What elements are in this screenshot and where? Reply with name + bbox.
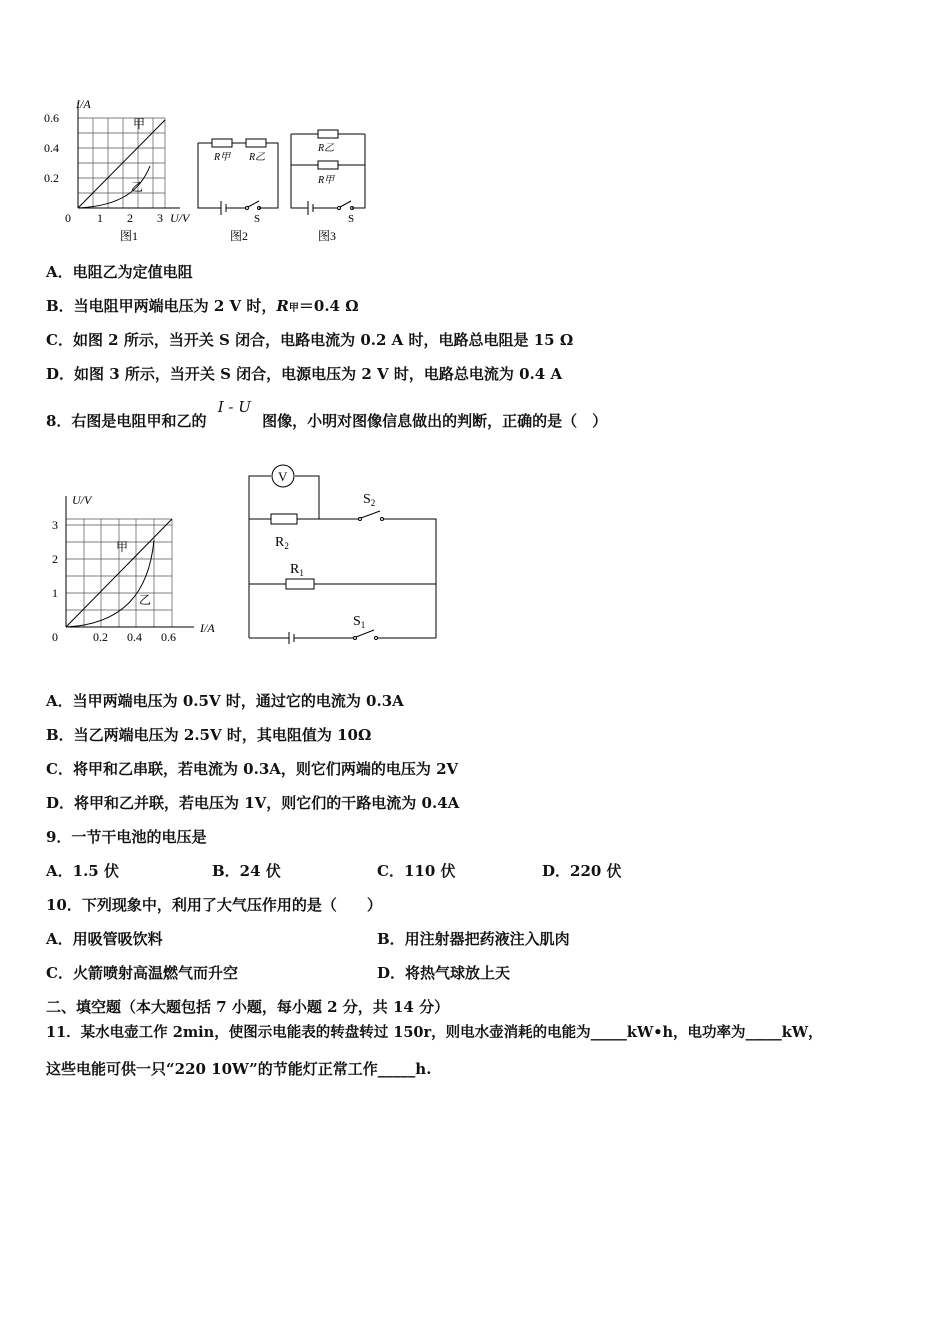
x-tick: 0 — [65, 211, 71, 225]
r2-symbol: R — [275, 535, 285, 550]
q8-stem-prefix: 8．右图是电阻甲和乙的 — [46, 412, 207, 430]
q7-option-b-text: B．当电阻甲两端电压为 2 V 时， — [46, 297, 277, 315]
q8-option-c: C．将甲和乙串联，若电流为 0.3A，则它们两端的电压为 2V — [46, 760, 459, 778]
curve-label-yi: 乙 — [131, 180, 144, 194]
q9-option-a: A．1.5 伏 — [46, 862, 119, 880]
q10-option-d: D．将热气球放上天 — [377, 964, 511, 982]
x-axis-label: I/A — [200, 621, 215, 635]
fig2-r-b: R乙 — [249, 152, 266, 163]
q8-graph — [52, 493, 215, 644]
y-axis-label: U/V — [72, 493, 92, 507]
fig2-r-a: R甲 — [214, 152, 231, 163]
x-tick: 3 — [157, 211, 163, 225]
q9-option-c: C．110 伏 — [377, 862, 456, 880]
q7-option-b-sub: 甲 — [288, 303, 299, 314]
q9-option-d: D．220 伏 — [542, 862, 622, 880]
q11-line-1: 11．某水电壶工作 2min，使图示电能表的转盘转过 150r，则电水壶消耗的电能为_____kW•h，电功率为_____kW， — [46, 1024, 823, 1041]
y-tick: 1 — [52, 586, 58, 600]
fig1-graph — [44, 97, 191, 243]
s2-sub: 2 — [370, 498, 376, 508]
y-tick: 2 — [52, 552, 58, 566]
q10-option-b: B．用注射器把药液注入肌肉 — [377, 930, 570, 948]
r1-sub: 1 — [299, 568, 304, 578]
figure-group-1 — [40, 96, 380, 246]
x-tick: 1 — [97, 211, 103, 225]
q8-option-d: D．将甲和乙并联，若电压为 1V，则它们的干路电流为 0.4A — [46, 794, 460, 812]
q8-formula: I - U — [217, 398, 251, 416]
q10-option-a: A．用吸管吸饮料 — [46, 930, 163, 948]
x-tick: 0.6 — [161, 630, 176, 644]
y-axis-label: I/A — [76, 97, 91, 111]
q8-option-b: B．当乙两端电压为 2.5V 时，其电阻值为 10Ω — [46, 726, 372, 744]
y-tick: 0.4 — [44, 141, 59, 155]
x-tick: 0.2 — [93, 630, 108, 644]
q8-circuit — [249, 465, 436, 644]
q7-option-b — [46, 295, 359, 316]
q8-stem — [46, 398, 608, 431]
s2-symbol: S — [363, 492, 371, 507]
x-tick: 0 — [52, 630, 58, 644]
q7-option-a: A．电阻乙为定值电阻 — [46, 263, 193, 281]
fig2-switch: S — [254, 213, 261, 225]
q8-option-a: A．当甲两端电压为 0.5V 时，通过它的电流为 0.3A — [46, 692, 404, 710]
s1-symbol: S — [353, 614, 361, 629]
curve-label-yi: 乙 — [139, 593, 152, 607]
s1-label — [353, 614, 365, 630]
q7-option-b-value: ＝0.4 Ω — [298, 297, 359, 315]
x-axis-label: U/V — [170, 211, 190, 225]
q10-option-c: C．火箭喷射高温燃气而升空 — [46, 964, 238, 982]
q11-line-2: 这些电能可供一只“220 10W”的节能灯正常工作_____h. — [46, 1060, 432, 1078]
r2-label — [275, 535, 289, 551]
y-tick: 0.2 — [44, 171, 59, 185]
x-tick: 0.4 — [127, 630, 142, 644]
y-tick: 3 — [52, 518, 58, 532]
s1-sub: 1 — [360, 620, 366, 630]
fig2-circuit — [198, 139, 278, 215]
fig3-r-a: R甲 — [318, 175, 335, 186]
curve-label-jia: 甲 — [116, 540, 129, 554]
r2-sub: 2 — [284, 541, 289, 551]
figure-group-2 — [44, 462, 454, 652]
q10-stem: 10．下列现象中，利用了大气压作用的是（ ） — [46, 896, 382, 914]
q9-option-b: B．24 伏 — [212, 862, 281, 880]
fig3-switch: S — [348, 213, 355, 225]
voltmeter-label: V — [278, 469, 288, 484]
q7-option-d: D．如图 3 所示，当开关 S 闭合，电源电压为 2 V 时，电路总电流为 0.4 A — [46, 365, 563, 383]
s2-label — [363, 492, 375, 508]
section-2-heading: 二、填空题（本大题包括 7 小题，每小题 2 分，共 14 分） — [46, 998, 450, 1016]
q9-stem: 9．一节干电池的电压是 — [46, 828, 207, 846]
x-tick: 2 — [127, 211, 133, 225]
fig3-caption: 图3 — [318, 229, 337, 243]
q8-stem-suffix: 图像，小明对图像信息做出的判断，正确的是（ ） — [262, 412, 608, 430]
fig1-caption: 图1 — [120, 229, 139, 243]
y-tick: 0.6 — [44, 111, 59, 125]
q7-option-c: C．如图 2 所示，当开关 S 闭合，电路电流为 0.2 A 时，电路总电阻是 15 Ω — [46, 331, 574, 349]
r1-symbol: R — [290, 562, 300, 577]
fig2-caption: 图2 — [230, 229, 249, 243]
fig3-r-b: R乙 — [318, 143, 335, 154]
q7-option-b-symbol: R — [276, 297, 289, 315]
r1-label — [290, 562, 304, 578]
curve-label-jia: 甲 — [133, 117, 146, 131]
